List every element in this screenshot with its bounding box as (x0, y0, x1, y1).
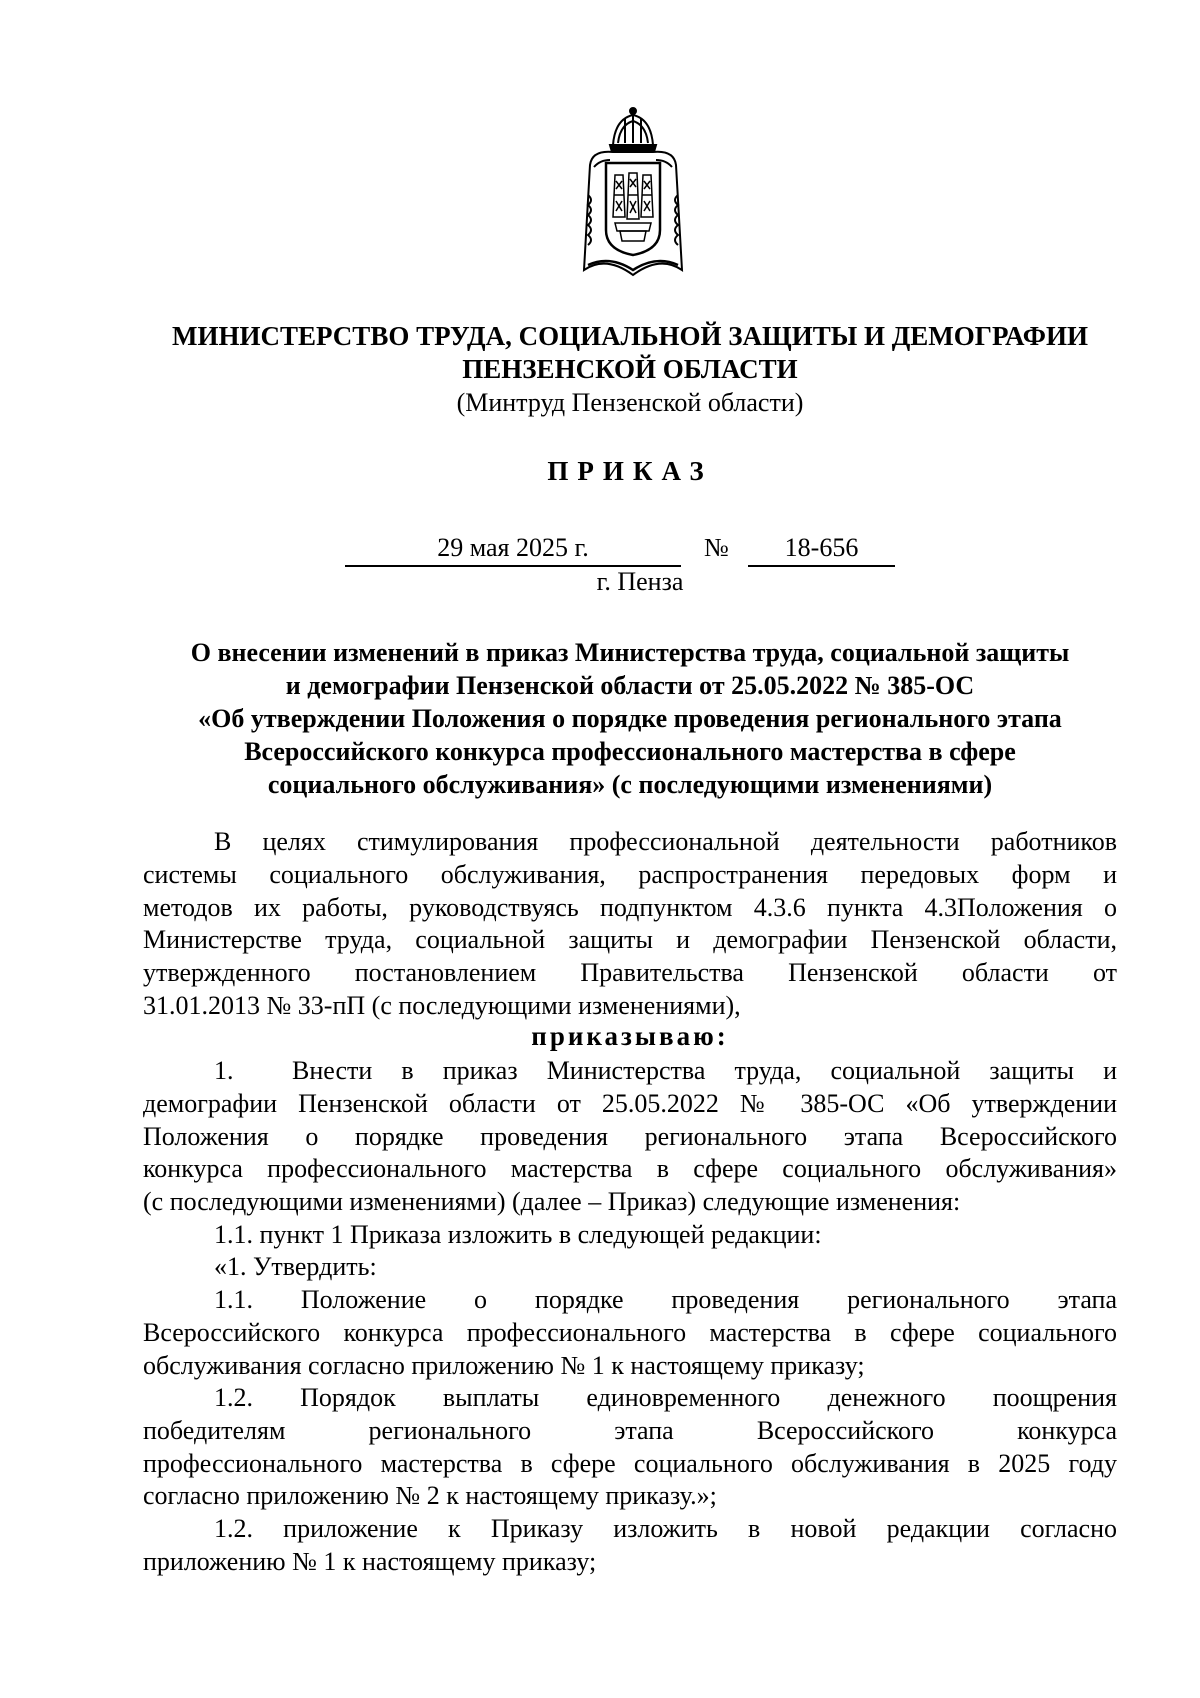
preamble-line: утвержденного постановлением Правительства Пензенской области от (143, 958, 1117, 987)
ministry-name-line2: ПЕНЗЕНСКОЙ ОБЛАСТИ (462, 354, 798, 384)
order-date: 29 мая 2025 г. (345, 533, 681, 567)
order-title-line: «Об утверждении Положения о порядке проведения регионального этапа (198, 704, 1062, 733)
document-type: ПРИКАЗ (547, 456, 713, 486)
item-1-2-first: 1.2. приложение к Приказу изложить в новой редакции согласно (214, 1514, 1117, 1543)
item1-line: демографии Пензенской области от 25.05.2022 № 385-ОС «Об утверждении (143, 1089, 1117, 1118)
order-title-line: социального обслуживания» (с последующими изменениями) (267, 770, 993, 799)
item-1-2-line: приложению № 1 к настоящему приказу; (143, 1547, 597, 1576)
order-city: г. Пенза (596, 567, 684, 596)
item1-line: (с последующими изменениями) (далее – Приказ) следующие изменения: (143, 1187, 961, 1216)
preamble-line: 31.01.2013 № 33-пП (с последующими изменениями), (143, 991, 741, 1020)
ministry-name-line1: МИНИСТЕРСТВО ТРУДА, СОЦИАЛЬНОЙ ЗАЩИТЫ И ДЕМОГРАФИИ (171, 321, 1088, 351)
order-directive: приказываю: (531, 1021, 729, 1051)
preamble-line: В целях стимулирования профессиональной деятельности работников (214, 827, 1117, 856)
order-number: 18-656 (748, 533, 895, 567)
sub-1-1-line: Всероссийского конкурса профессионального мастерства в сфере социального (143, 1318, 1117, 1347)
item1-line: Положения о порядке проведения регионального этапа Всероссийского (143, 1122, 1117, 1151)
order-title-line: Всероссийского конкурса профессионального мастерства в сфере (244, 737, 1016, 766)
quote-start: «1. Утвердить: (214, 1252, 377, 1281)
coat-of-arms-emblem (570, 105, 696, 281)
item-1-1: 1.1. пункт 1 Приказа изложить в следующей редакции: (214, 1220, 822, 1249)
item1-first-line: Внести в приказ Министерства труда, социальной защиты и (292, 1056, 1117, 1085)
item-number: 1. (214, 1056, 234, 1085)
sub-1-2-first: 1.2. Порядок выплаты единовременного денежного поощрения (214, 1383, 1117, 1412)
ministry-short-name: (Минтруд Пензенской области) (456, 388, 804, 417)
order-title-line: О внесении изменений в приказ Министерства труда, социальной защиты (190, 638, 1070, 667)
sub-1-1-line: обслуживания согласно приложению № 1 к настоящему приказу; (143, 1351, 865, 1380)
preamble-line: Министерстве труда, социальной защиты и демографии Пензенской области, (143, 925, 1117, 954)
order-title-line: и демографии Пензенской области от 25.05.2022 № 385-ОС (285, 671, 975, 700)
preamble-line: системы социального обслуживания, распространения передовых форм и (143, 860, 1117, 889)
sub-1-2-line: профессионального мастерства в сфере социального обслуживания в 2025 году (143, 1449, 1117, 1478)
item1-line: конкурса профессионального мастерства в сфере социального обслуживания» (143, 1154, 1117, 1183)
number-sign: № (704, 533, 729, 562)
sub-1-2-line: согласно приложению № 2 к настоящему приказу.»; (143, 1481, 717, 1510)
sub-1-1-first: 1.1. Положение о порядке проведения регионального этапа (214, 1285, 1117, 1314)
sub-1-2-line: победителям регионального этапа Всероссийского конкурса (143, 1416, 1117, 1445)
preamble-line: методов их работы, руководствуясь подпунктом 4.3.6 пункта 4.3Положения о (143, 893, 1117, 922)
